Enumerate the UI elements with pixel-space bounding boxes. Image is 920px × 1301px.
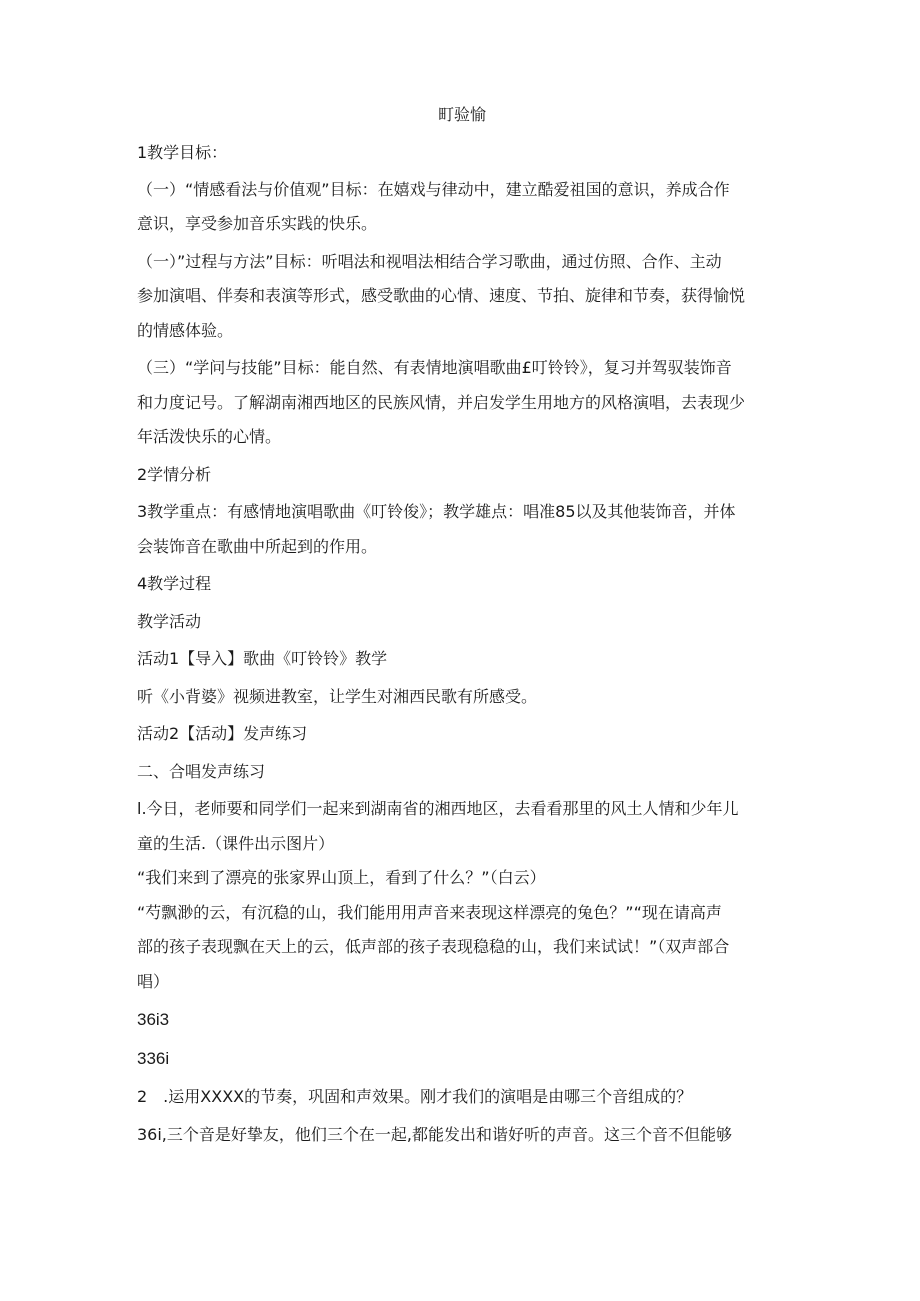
- goal-2-line-3: 的情感体验。: [137, 320, 234, 340]
- quote-1: “我们来到了漂亮的张家界山顶上，看到了什么？”（白云）: [137, 868, 546, 887]
- goal-2-line-1: （一）”过程与方法”目标：听唱法和视唱法相结合学习歌曲，通过仿照、合作、主动: [137, 251, 722, 271]
- teaching-activities-label: 教学活动: [137, 611, 202, 631]
- quote-2-line-3: 唱）: [137, 971, 170, 991]
- step-1-line-1: l.今日，老师要和同学们一起来到湖南省的湘西地区，去看看那里的风土人情和少年儿: [137, 799, 739, 818]
- notation-line-1: 36i3: [137, 1010, 170, 1029]
- notation-line-2: 336i: [137, 1049, 170, 1068]
- step-2-continuation: 36i,三个音是好挚友，他们三个在一起,都能发出和谐好听的声音。这三个音不但能够: [137, 1124, 732, 1144]
- activity-1-text: 听《小背婆》视频进教室，让学生对湘西民歌有所感受。: [137, 686, 538, 706]
- step-1-line-2: 童的生活.（课件出示图片）: [137, 833, 335, 853]
- goal-2-line-2: 参加演唱、伴奏和表演等形式，感受歌曲的心情、速度、节拍、旋律和节奏，获得愉悦: [137, 286, 746, 305]
- heading-learner-analysis: 2学情分析: [137, 464, 212, 484]
- document-body: [137, 100, 787, 1152]
- goal-1-line-1: （一）“情感看法与价值观”目标：在嬉戏与律动中，建立酷爱祖国的意识，养成合作: [137, 179, 730, 199]
- activity-1-heading: 活动1【导入】歌曲《叮铃铃》教学: [137, 649, 388, 668]
- section-chorus-practice: 二、合唱发声练习: [137, 761, 266, 781]
- key-points-line-1: 3教学重点：有感情地演唱歌曲《叮铃俊》；教学雄点：唱准85以及其他装饰音，并体: [137, 502, 736, 521]
- goal-3-line-2: 和力度记号。了解湖南湘西地区的民族风情，并启发学生用地方的风格演唱，去表现少: [137, 392, 746, 412]
- goal-3-line-3: 年活泼快乐的心情。: [137, 427, 282, 446]
- document-title: 町验愉: [437, 105, 486, 124]
- quote-2-line-1: “芍飘渺的云，有沉稳的山，我们能用用声音来表现这样漂亮的兔色？”“现在请高声: [137, 902, 722, 922]
- activity-2-heading: 活动2【活动】发声练习: [137, 724, 308, 743]
- goal-3-line-1: （三）“学问与技能”目标：能自然、有表情地演唱歌曲£叮铃铃》，复习并驾驭装饰音: [137, 358, 732, 377]
- key-points-line-2: 会装饰音在歌曲中所起到的作用。: [137, 536, 378, 556]
- heading-teaching-process: 4教学过程: [137, 574, 212, 593]
- heading-teaching-goals: 1教学目标：: [137, 143, 228, 162]
- step-2-line: 2 .运用XXXX的节奏，巩固和声效果。刚才我们的演唱是由哪三个音组成的？: [137, 1087, 693, 1106]
- quote-2-line-2: 部的孩子表现飘在天上的云，低声部的孩子表现稳稳的山，我们来试试！”（双声部合: [137, 937, 730, 956]
- goal-1-line-2: 意识，享受参加音乐实践的快乐。: [137, 214, 378, 233]
